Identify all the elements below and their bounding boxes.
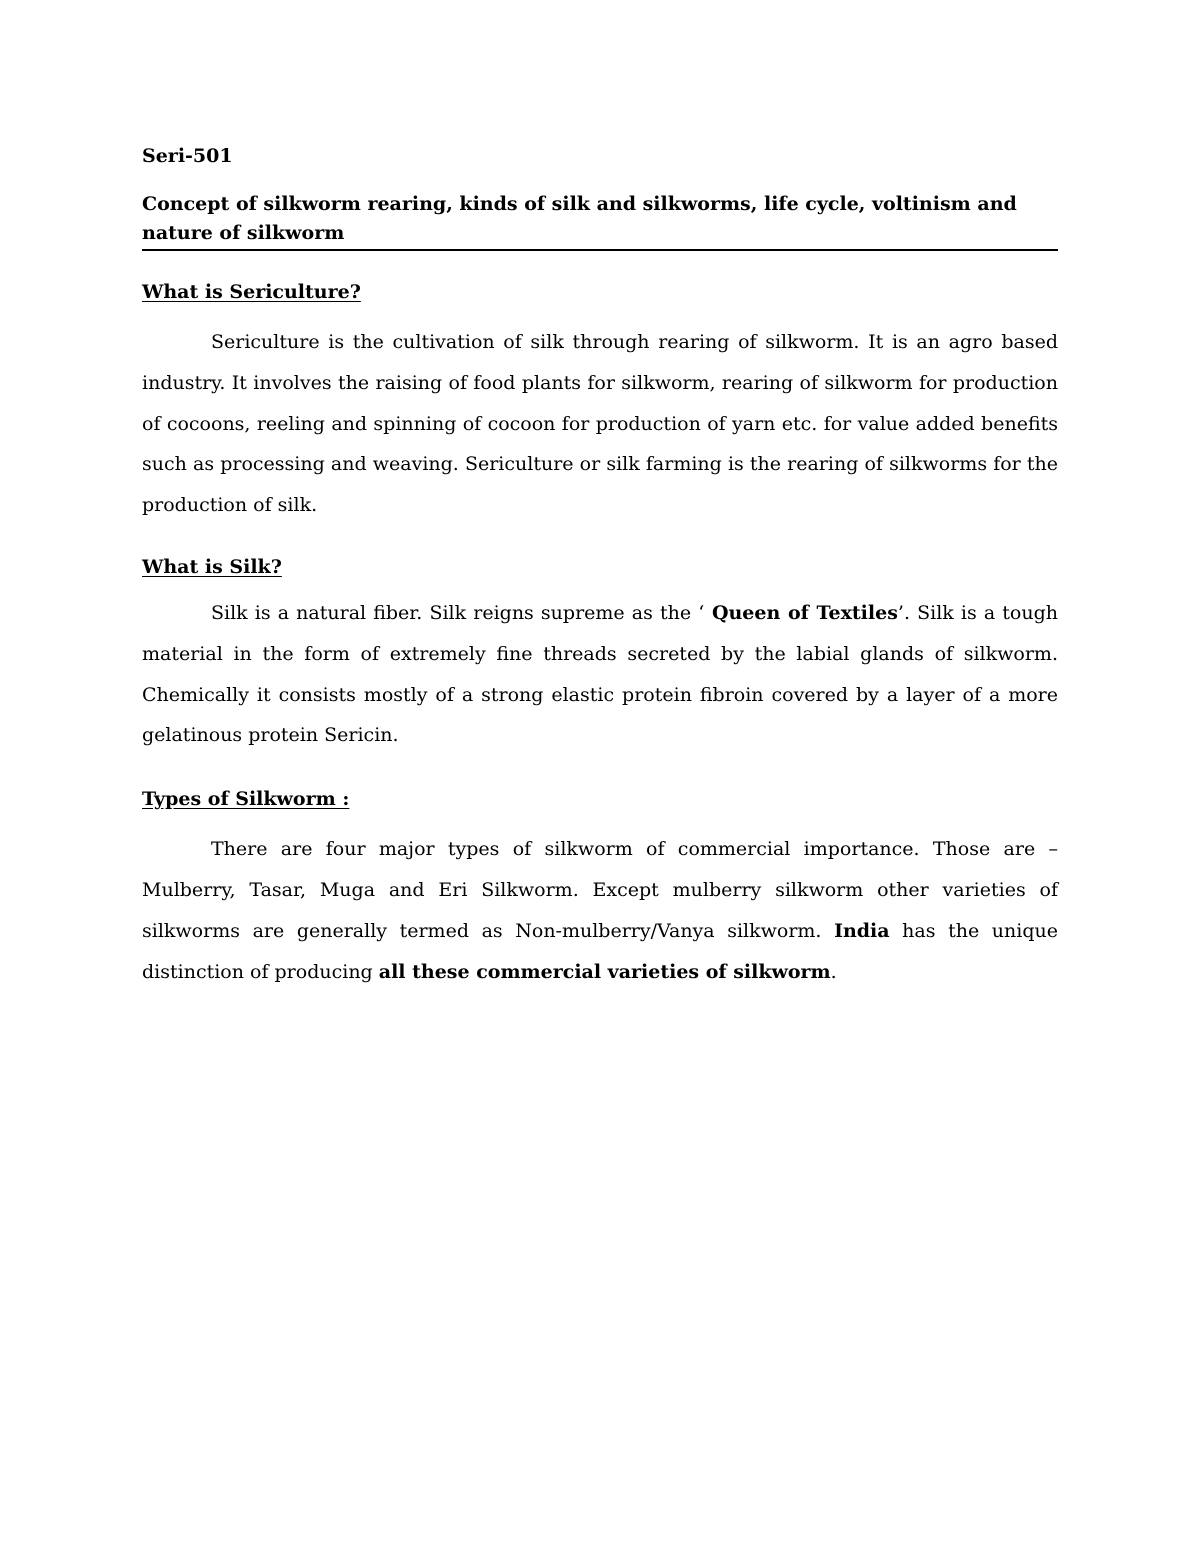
document-page bbox=[142, 140, 1058, 992]
types-text-part-2: has the unique distinction of producing bbox=[142, 919, 1058, 983]
heading-types-of-silkworm: Types of Silkworm : bbox=[142, 788, 350, 811]
varieties-emphasis: all these commercial varieties of silkworm bbox=[378, 960, 831, 983]
paragraph-sericulture: Sericulture is the cultivation of silk through rearing of silkworm. It is an agro based industry. It involves the raising of food plants for silkworm, rearing of silkworm for production of cocoons, reeling and spinning of cocoon for production of yarn etc. for value added benefits such as processing and weaving. Sericulture or silk farming is the rearing of silkworms for the production of silk. bbox=[142, 331, 1058, 517]
silk-text-part-2: ’. Silk is a tough material in the form of extremely fine threads secreted by the labial glands of silkworm. Chemically it consists mostly of a strong elastic protein fibroin covered by a layer of a more gelatinous protein Sericin. bbox=[142, 601, 1058, 747]
heading-silk: What is Silk? bbox=[142, 555, 282, 578]
paragraph-types bbox=[142, 829, 1058, 992]
queen-of-textiles-emphasis: Queen of Textiles bbox=[704, 601, 898, 624]
course-code: Seri-501 bbox=[142, 145, 233, 167]
india-emphasis: India bbox=[834, 919, 890, 942]
paragraph-silk bbox=[142, 593, 1058, 756]
silk-text-part-1: Silk is a natural fiber. Silk reigns supreme as the ‘ bbox=[211, 601, 705, 624]
types-text-part-3: . bbox=[830, 960, 837, 983]
types-text-part-1: There are four major types of silkworm of commercial importance. Those are – Mulberry, Tasar, Muga and Eri Silkworm. Except mulberry silkworm other varieties of silkworms are generally termed as Non-mulberry/Vanya silkworm. bbox=[142, 838, 1058, 942]
document-title: Concept of silkworm rearing, kinds of silk and silkworms, life cycle, voltinism and nature of silkworm bbox=[142, 190, 1058, 251]
heading-sericulture: What is Sericulture? bbox=[142, 281, 361, 303]
